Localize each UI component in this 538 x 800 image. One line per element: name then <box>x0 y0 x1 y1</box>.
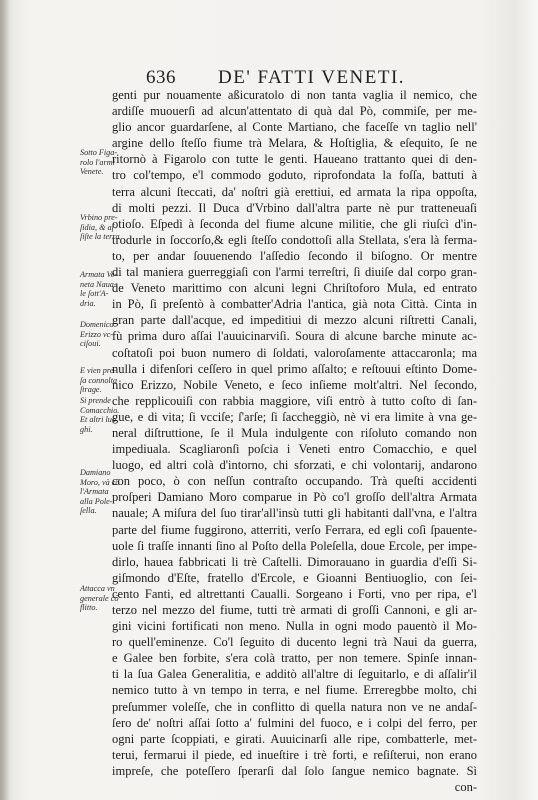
margin-note-line: neta Naua- <box>80 279 117 289</box>
text-line: nulla i difenſori ceſſero in quel primo aſſalto; e reſtouui eſtinto Dome- <box>112 361 477 376</box>
text-line: to, per andar ſouuenendo l'aſſedio ſecondo il biſogno. Or mentre <box>112 248 477 263</box>
margin-note-line: Damiano <box>80 468 111 477</box>
margin-note-line: le ſott'A- <box>80 289 109 299</box>
page-title: DE' FATTI VENETI. <box>218 67 406 88</box>
margin-note-line: Armata Ve- <box>80 270 118 279</box>
text-line: proſperi Damiano Moro comparue in Pò co'l groſſo dell'altra Armata <box>112 490 477 505</box>
text-line: nemico tutto à vn tempo in terra, e nel fiume. Erreregbbe molto, chi <box>112 683 477 698</box>
margin-note-line: rolo l'armi <box>80 157 115 167</box>
margin-note-line: Erizzo vc- <box>80 329 113 339</box>
text-line: gran parte dall'acque, ed impeditiui di mezzo alcuni riſtretti Canali, <box>112 313 477 328</box>
text-line: ti la ſua Galea Generalitia, e additò all'altre di ſeguitarlo, e di aſſalir'il <box>112 667 477 682</box>
text-line: luogo, ed altri colà d'intorno, chi sforzati, e chi volontarij, andarono <box>112 458 477 473</box>
margin-note-line: Vrbino pre- <box>80 213 118 222</box>
text-line: parte del fiume fuggirono, atterriti, verſo Ferrara, ed egli coſì ſpauente- <box>112 522 477 537</box>
text-line: terra alcuni ſteccati, da' noſtri già erettiui, ed armata la ripa oppoſta, <box>112 184 477 199</box>
text-line: tro col'tempo, e'l commodo goduto, riprofondata la foſſa, battuti à <box>112 168 477 183</box>
text-line: con- <box>454 780 477 795</box>
text-line: impreſe, che poteſſero ſperarſi dal ſolo ſangue nemico bagnate. Sì <box>112 763 477 778</box>
text-line: preſummer voleſſe, che in conflitto di quella natura non ve ne andaſ- <box>112 699 477 714</box>
text-line: impediuala. Scagliaronſi poſcia i Veneti entro Comacchio, e quel <box>112 442 477 457</box>
text-line: ſero de' noſtri aſſai ſotto a' fulmini del fuoco, e i colpi del ferro, per <box>112 715 477 730</box>
text-line: e Galee ben forbite, s'era colà tratto, per non temere. Spinſe innan- <box>112 651 477 666</box>
text-line: gini vicini fortificati non meno. Nulla in ogni modo pauentò il Mo- <box>112 619 477 634</box>
text-line: trodurle in ſoccorſo,& egli ſteſſo condottoſi alla Stellata, s'era là ferma- <box>112 232 477 247</box>
margin-note-line: l'Armata <box>80 487 109 497</box>
margin-note-line: ſidia, & aſ- <box>80 222 117 232</box>
margin-note-line: Attacca vn <box>80 584 115 593</box>
margin-note-line: Et altri luo <box>80 415 116 425</box>
text-line: di tal maniera guerreggiaſi con l'armi terreſtri, ſi diuiſe dal corpo gran- <box>112 265 477 280</box>
text-line: ardiſſe muouerſi ad alcun'attentato di quà dal Pò, commiſe, per me- <box>112 104 477 119</box>
margin-note-line: Venete. <box>80 167 104 177</box>
text-line: giſmondo d'Eſte, fratello d'Ercole, e Gioanni Bentiuoglio, con ſei- <box>112 570 477 585</box>
text-line: cento Fanti, ed altrettanti Caualli. Sorgeano i Forti, vno per ripa, e'l <box>112 586 477 601</box>
margin-note-line: flitto. <box>80 603 98 613</box>
margin-note-line: ſella. <box>80 506 97 516</box>
page-number: 636 <box>146 67 176 88</box>
text-line: gue, e di vita; ſi vcciſe; ſ'arſe; ſi ſaccheggiò, nè vi era limite à vna ge- <box>112 409 477 424</box>
body-text <box>112 87 477 795</box>
margin-note-line: alla Pole- <box>80 496 113 506</box>
text-line: otioſo. Eſpedì à ſeconda del fiume alcune militie, che gli riuſcì d'in- <box>112 216 477 231</box>
text-line: terzo nel mezzo del fiume, tutti trè armati di groſſi Cannoni, e gli ar- <box>112 603 477 617</box>
text-line: de Veneto marittimo con alcuni legni Chriſtoforo Mula, ed entrato <box>112 281 477 296</box>
text-line: in Pò, ſi preſentò à combatter'Adria l'antica, già nota Città. Cinta in <box>112 297 477 312</box>
text-line: ritornò à Figarolo con tutte le genti. Haueano trattanto quei di den- <box>112 152 477 167</box>
margin-note-line: ſiſte la terra <box>80 232 120 242</box>
text-line: dirlo, hauea fabbricati li trè Caſtelli. Dimorauano in guardia d'eſſi Si- <box>112 554 477 569</box>
text-line: nauale; A miſura del ſuo tirar'all'insù tutti gli habitanti dall'vna, e l'altra <box>112 506 477 521</box>
text-line: argine dello ſteſſo fiume trà Melara, & Hoſtiglia, & eſequito, ſe ne <box>112 136 477 151</box>
margin-note-line: Domenico <box>80 320 114 329</box>
margin-note-line: ghi. <box>80 424 93 434</box>
margin-note-line: generale cõ <box>80 593 119 603</box>
text-line: uole ſi traſſe innanti ſino al Poſto della Poleſella, doue Ercole, per impe- <box>112 538 477 553</box>
margin-note-line: Si prende <box>80 396 111 405</box>
text-line: ro quell'eminenze. Co'l ſeguito di ducento legni trà Naui da guerra, <box>112 635 477 650</box>
text-line: con poco, ò con neſſun contraſto occupando. Trà queſti accidenti <box>112 474 477 489</box>
margin-notes <box>0 0 120 800</box>
margin-note-line: dria. <box>80 298 96 308</box>
margin-note-line: E vien pre- <box>80 366 117 375</box>
margin-note-line: Comacchio. <box>80 405 120 415</box>
margin-note-line: ſtrage. <box>80 385 102 395</box>
margin-note-line: Moro, và cõ <box>80 477 120 487</box>
text-line: coſtatoſi poi buon numero di ſoldati, valoroſamente attaccaronla; ma <box>112 345 477 360</box>
margin-note-line: Sotto Figa- <box>80 148 118 157</box>
text-line: neral diſtruttione, ſe il Mula indulgente con riſoluto comando non <box>112 425 477 440</box>
text-line: che repplicouiſi con rabbia maggiore, viſi entrò à tutto coſto di ſan- <box>112 393 477 408</box>
text-line: terui, fermarui il piede, ed inueſtire i trè forti, e reſiſterui, non erano <box>112 747 477 762</box>
text-line: genti pur nouamente aßicuratolo di non tanta vaglia il nemico, che <box>112 88 477 102</box>
text-line: glio ancor guardarſene, al Conte Martiano, che faceſſe vn taglio nell' <box>112 120 477 135</box>
text-line: nico Erizzo, Nobile Veneto, e ſeco inſieme molt'altri. Nel ſecondo, <box>112 377 477 392</box>
margin-note-line: ſa connolta <box>80 375 118 385</box>
text-line: ogni parte ſcoppiati, e girati. Auuicinarſi alle ripe, combatterle, met- <box>112 731 477 746</box>
margin-note-line: ciſoui. <box>80 339 101 349</box>
text-line: fù prima duro aſſai l'auuicinarviſi. Soura di alcune barche minute ac- <box>112 329 477 344</box>
text-line: di molti pezzi. Il Duca d'Vrbino dall'altra parte nè pur tratteneuaſi <box>112 200 477 215</box>
